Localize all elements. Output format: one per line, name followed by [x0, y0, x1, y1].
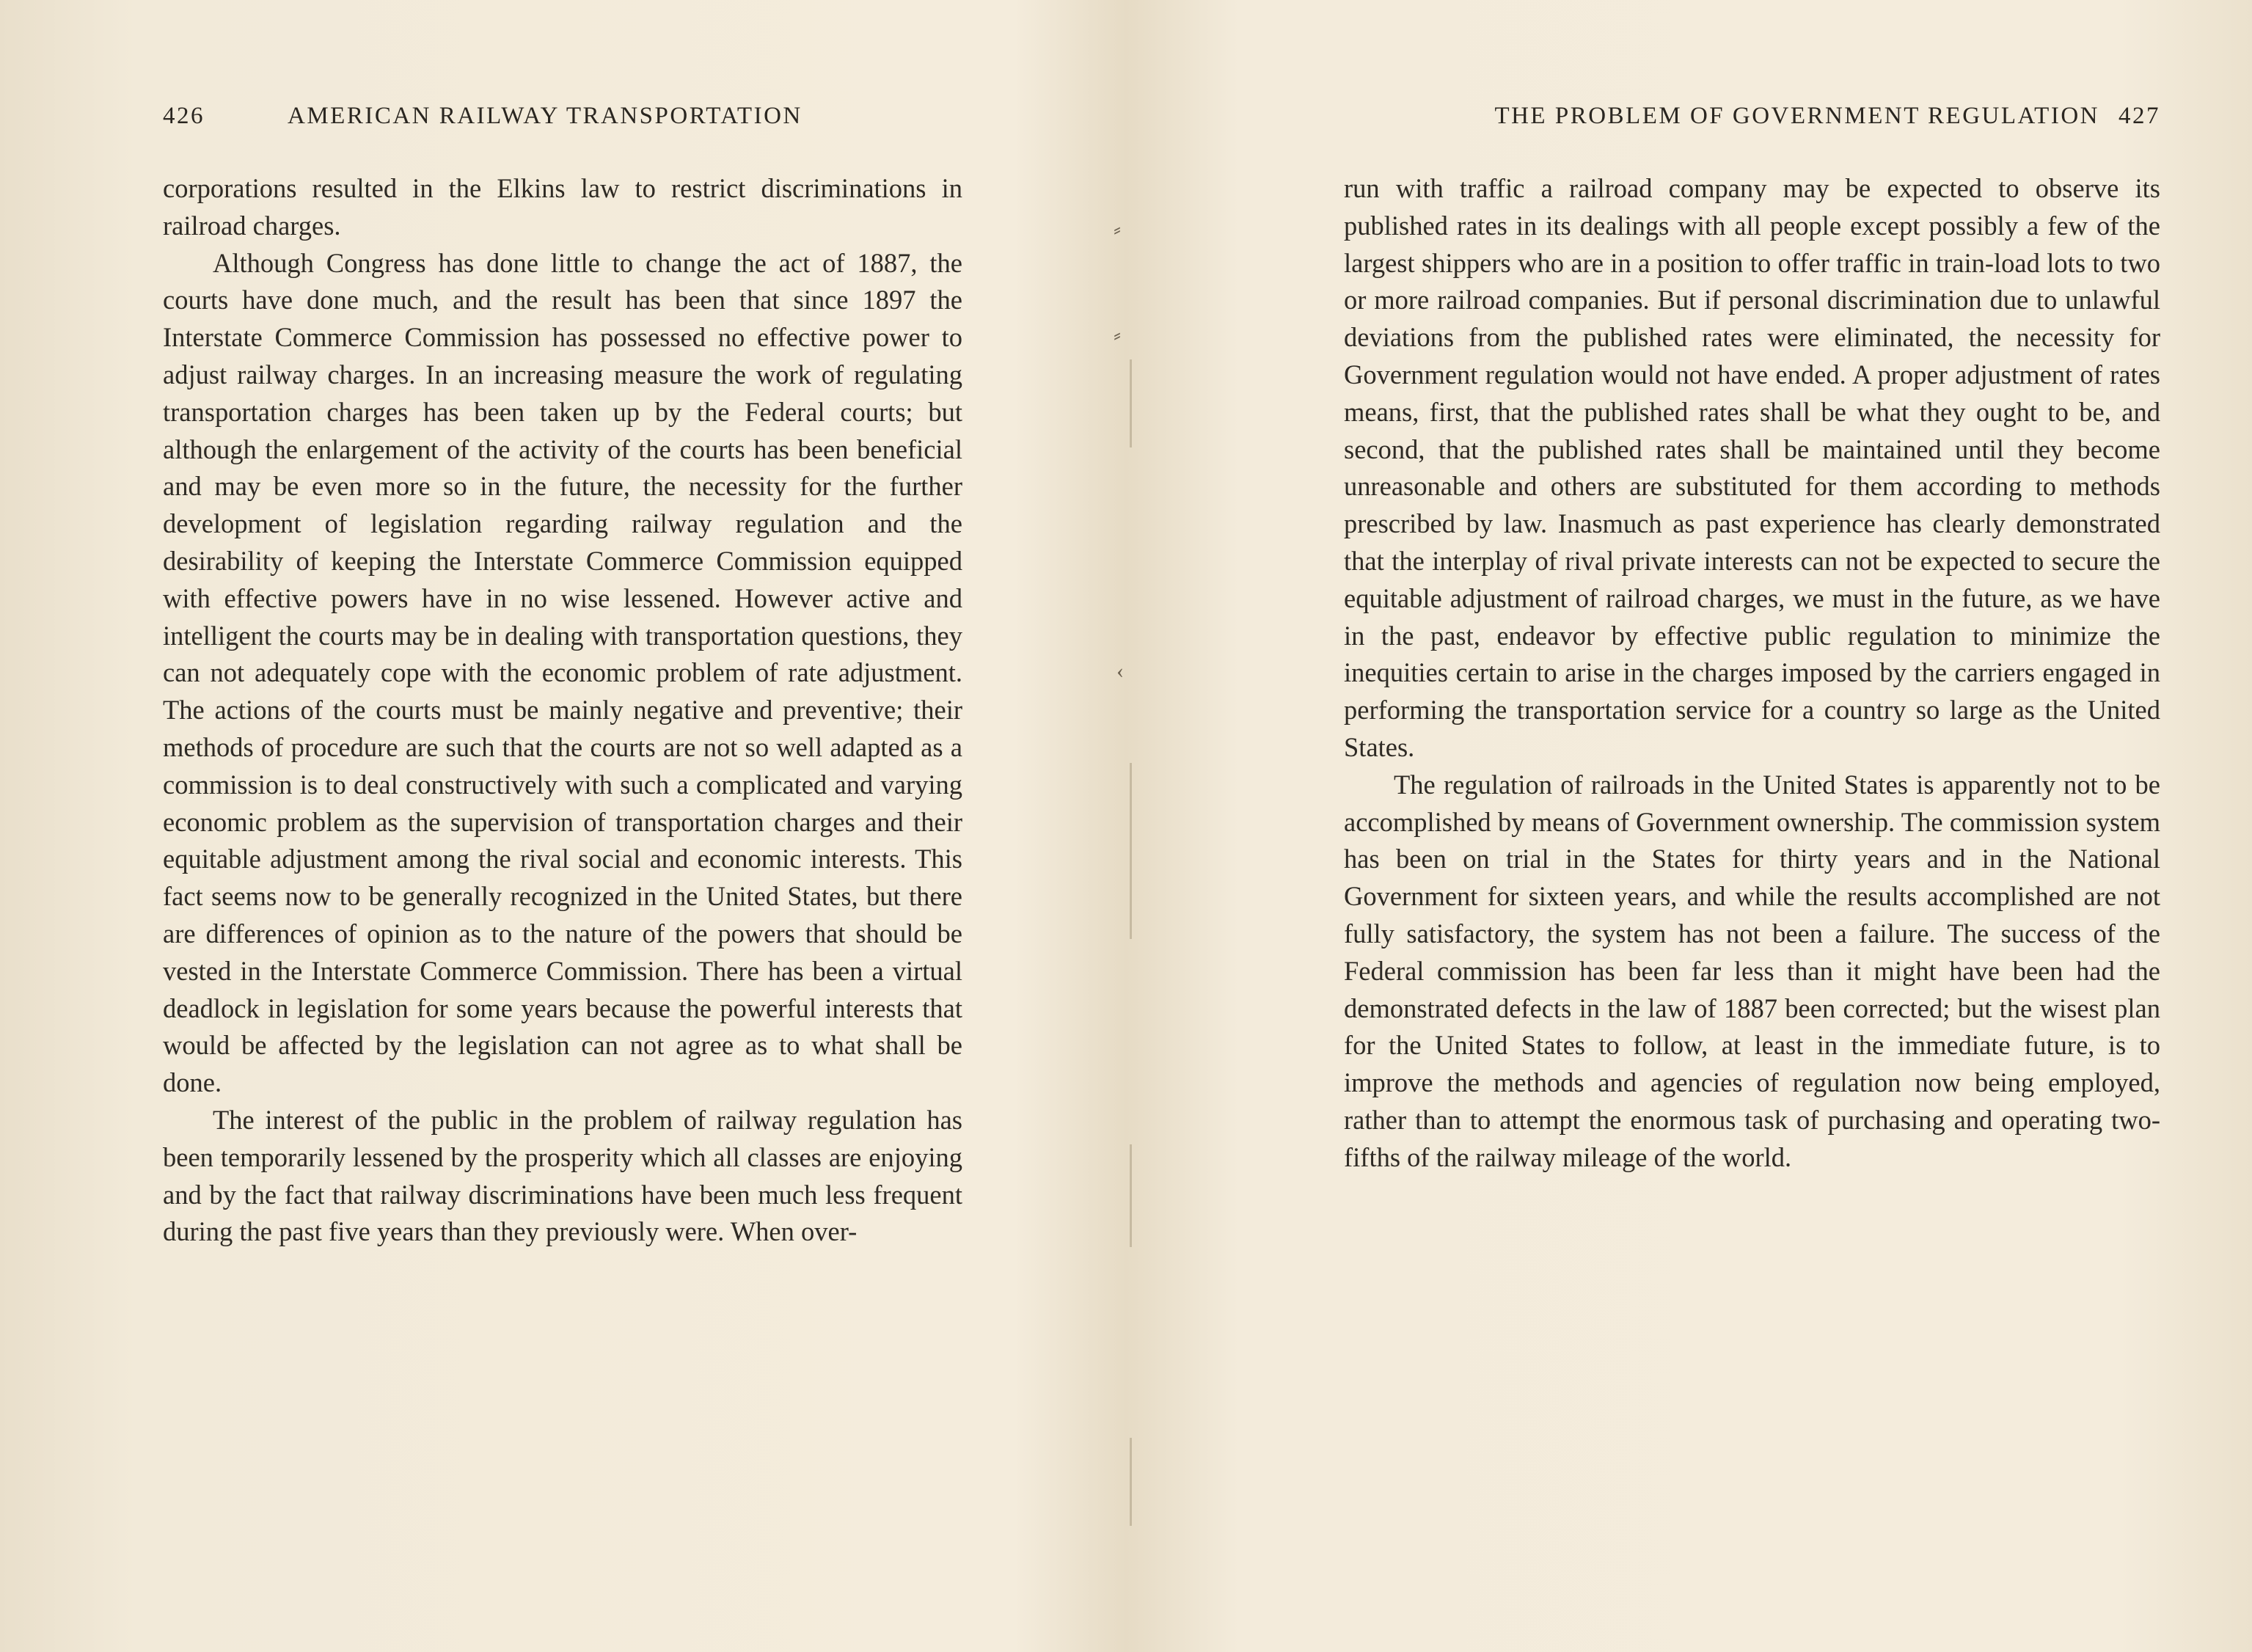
running-head-left — [163, 103, 962, 139]
paragraph: The regulation of railroads in the United States is apparently not to be accomplished by means of Government ownership. The commission system has been on trial in the States for thirty years and in the National Government for sixteen years, and while the results accomplished are not fully satisfactory, the system has not been a failure. The success of the Federal commission has been far less than it might have been had the demonstrated defects in the law of 1887 been corrected; but the wisest plan for the United States to follow, at least in the immediate future, is to improve the methods and agencies of regulation now being employed, rather than to attempt the enormous task of purchasing and operating two-fifths of the railway mileage of the world. — [1344, 769, 2160, 1172]
binding-thread-mark: ‹ — [1116, 659, 1124, 683]
binding-thread-mark: ⸗ — [1114, 323, 1121, 347]
paragraph: The interest of the public in the problem of railway regulation has been temporarily lessened by the prosperity which all classes are enjoying and by the fact that railway discriminations have been much less frequent during the past five years than they previously were. When over- — [163, 1104, 962, 1247]
gutter-binding-line — [1130, 359, 1132, 447]
running-title-right: THE PROBLEM OF GOVERNMENT REGULATION — [1494, 103, 2099, 129]
running-head-right — [1344, 103, 2160, 139]
page-number-right: 427 — [2118, 103, 2160, 129]
running-title-left: AMERICAN RAILWAY TRANSPORTATION — [288, 103, 803, 129]
gutter-binding-line — [1130, 1438, 1132, 1526]
paragraph: Although Congress has done little to change the act of 1887, the courts have done much, and the result has been that since 1897 the Interstate Commerce Commission has possessed no effective power to adjust railway charges. In an increasing measure the work of regulating transportation charges has been taken up by the Federal courts; but although the enlargement of the activity of the courts has been beneficial and may be even more so in the future, the necessity for the further development of legislation regarding railway regulation and the desirability of keeping the Interstate Commerce Commission equipped with effective powers have in no wise lessened. However active and intelligent the courts may be in dealing with transportation questions, they can not adequately cope with the economic problem of rate adjustment. The actions of the courts must be mainly negative and preventive; their methods of procedure are such that the courts are not so well adapted as a commission is to deal constructively with such a complicated and varying economic problem as the supervision of transportation charges and their equitable adjustment among the rival social and economic interests. This fact seems now to be generally recognized in the United States, but there are differences of opinion as to the nature of the powers that should be vested in the Interstate Commerce Commission. There has been a virtual deadlock in legislation for some years because the powerful interests that would be affected by the legislation can not agree as to what shall be done. — [163, 247, 962, 1098]
body-text-right — [1344, 170, 2160, 1177]
binding-thread-mark: ⸗ — [1114, 217, 1121, 241]
right-page — [1126, 0, 2252, 1652]
page-number-left: 426 — [163, 103, 205, 129]
body-text-left — [163, 170, 962, 1251]
gutter-binding-line — [1130, 1144, 1132, 1247]
paragraph: run with traffic a railroad company may be expected to observe its published rates in its dealings with all people except possibly a few of the largest shippers who are in a position to offer traffic in train-load lots to two or more railroad companies. But if personal discrimination due to unlawful deviations from the published rates were eliminated, the necessity for Government regulation would not have ended. A proper adjustment of rates means, first, that the published rates shall be what they ought to be, and second, that the published rates shall be maintained until they become unreasonable and others are substituted for them according to methods prescribed by law. Inasmuch as past experience has clearly demonstrated that the interplay of rival private interests can not be expected to secure the equitable adjustment of railroad charges, we must in the future, as we have in the past, endeavor by effective public regulation to minimize the inequities certain to arise in the charges imposed by the carriers engaged in performing the transportation service for a country so large as the United States. — [1344, 173, 2160, 762]
paragraph: corporations resulted in the Elkins law to restrict discriminations in railroad charges. — [163, 173, 962, 241]
gutter-binding-line — [1130, 763, 1132, 939]
